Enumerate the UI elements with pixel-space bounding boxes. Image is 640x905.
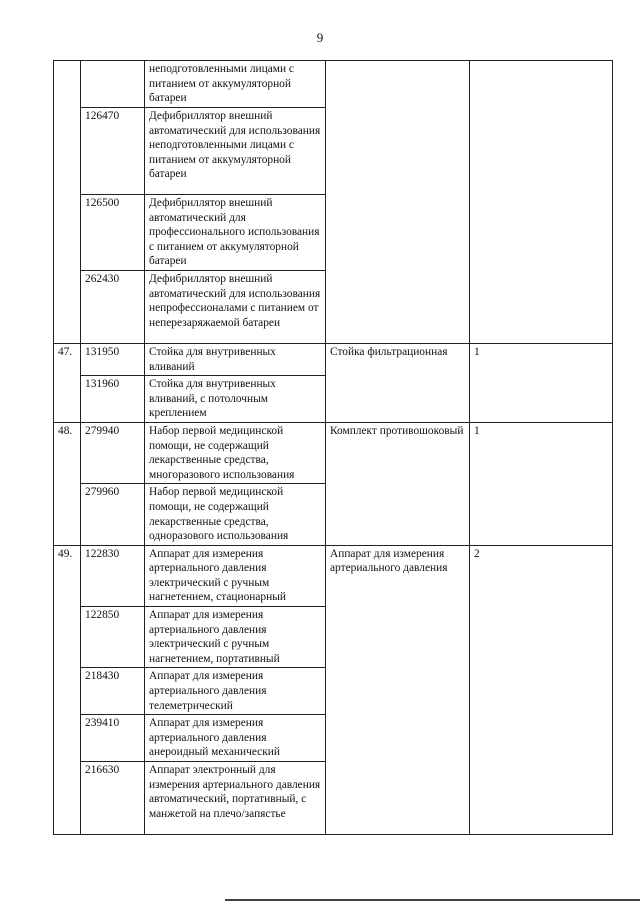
item-name: Стойка для внутривенных вливаний, с потолочным креплением [145,376,326,423]
quantity: 1 [470,422,613,545]
item-name: Дефибриллятор внешний автоматический для использования неподготовленными лицами с питанием от аккумуляторной батареи [145,108,326,195]
item-name: Набор первой медицинской помощи, не содержащий лекарственные средства, одноразового использования [145,484,326,545]
item-code: 216630 [81,762,145,835]
group-name: Комплект противошоковый [326,422,470,545]
row-number: 49. [54,545,81,834]
group-name: Стойка фильтрационная [326,343,470,422]
item-code: 239410 [81,715,145,762]
item-name: Аппарат для измерения артериального давления телеметрический [145,668,326,715]
item-name: неподготовленными лицами с питанием от аккумуляторной батареи [145,61,326,108]
quantity: 2 [470,545,613,834]
item-code: 218430 [81,668,145,715]
equipment-table [53,60,613,835]
item-name: Аппарат для измерения артериального давления электрический с ручным нагнетением, портативный [145,607,326,668]
item-name: Аппарат для измерения артериального давления анероидный механический [145,715,326,762]
item-code: 122850 [81,607,145,668]
row-number: 47. [54,343,81,422]
item-code: 279940 [81,422,145,483]
table-row [54,343,613,375]
item-name: Аппарат электронный для измерения артериального давления автоматический, портативный, с манжетой на плечо/запястье [145,762,326,835]
table-row [54,545,613,606]
item-code: 262430 [81,270,145,343]
item-name: Аппарат для измерения артериального давления электрический с ручным нагнетением, стационарный [145,545,326,606]
item-code [81,61,145,108]
row-number: 48. [54,422,81,545]
scan-edge-line [225,899,640,901]
item-name: Набор первой медицинской помощи, не содержащий лекарственные средства, многоразового использования [145,422,326,483]
item-code: 131950 [81,343,145,375]
item-code: 126500 [81,195,145,271]
item-code: 131960 [81,376,145,423]
quantity [470,61,613,344]
item-code: 126470 [81,108,145,195]
page-number: 9 [316,30,324,45]
item-code: 122830 [81,545,145,606]
table-row [54,61,613,108]
item-name: Дефибриллятор внешний автоматический для профессионального использования с питанием от аккумуляторной батареи [145,195,326,271]
quantity: 1 [470,343,613,422]
item-name: Стойка для внутривенных вливаний [145,343,326,375]
item-code: 279960 [81,484,145,545]
group-name: Аппарат для измерения артериального давления [326,545,470,834]
row-number [54,61,81,344]
group-name [326,61,470,344]
item-name: Дефибриллятор внешний автоматический для использования непрофессионалами с питанием от неперезаряжаемой батареи [145,270,326,343]
table-row [54,422,613,483]
